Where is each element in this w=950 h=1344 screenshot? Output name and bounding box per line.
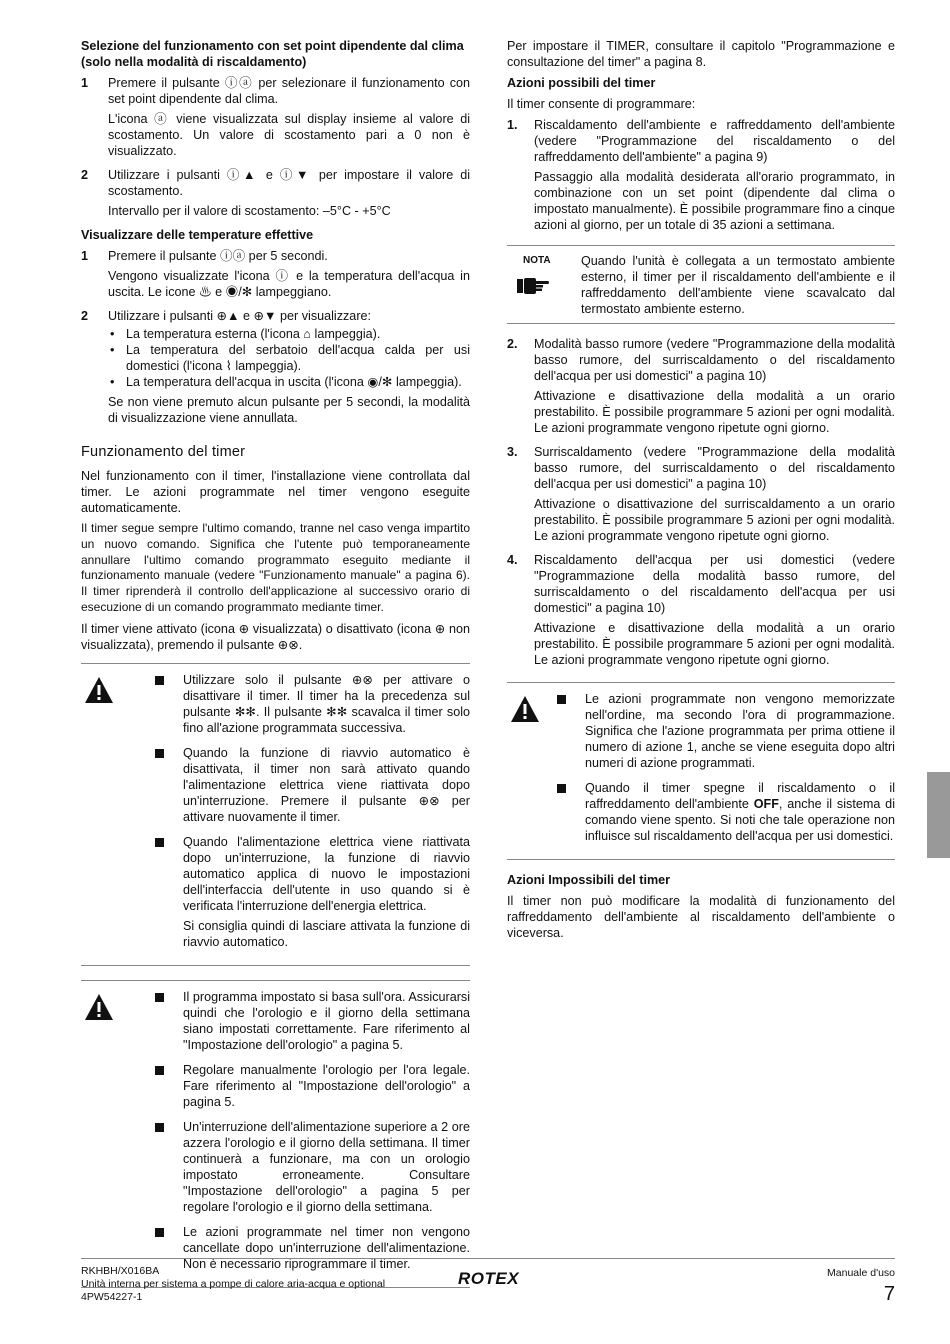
step-text: Vengono visualizzate l'icona ⓘ e la temperatura dell'acqua in uscita. Le icone ♨ e ◉/✻ lampeggiano. (108, 269, 470, 299)
warning-box (81, 663, 470, 966)
list-item: • La temperatura esterna (l'icona ⌂ lampeggia). (108, 326, 470, 342)
warning-box (81, 980, 470, 1288)
list-item: • La temperatura del serbatoio dell'acqua calda per usi domestici (l'icona ⌇ lampeggia). (108, 342, 470, 374)
warning-item: Quando la funzione di riavvio automatico è disattivata, il timer non sarà attivato quando l'alimentazione elettrica viene riattivata dopo un'interruzione. Premere il pulsante ⊕⊗ per attivare nuovamente il timer. (155, 745, 470, 829)
manual-label: Manuale d'uso (827, 1267, 895, 1279)
step-item: 3. Surriscaldamento (vedere "Programmazione della modalità basso rumore, del surriscaldamento o del riscaldamento dell'acqua per usi domestici" a pagina 10) Attivazione o disattivazione del surriscaldamento a un orario prestabilito. È possibile programmare 5 azioni per ogni modalità. Le azioni programmate vengono ripetute ogni giorno. (507, 445, 895, 543)
document-code: RKHBH/X016BA (81, 1265, 160, 1277)
warning-item: Utilizzare solo il pulsante ⊕⊗ per attivare o disattivare il timer. Il timer ha la precedenza sul pulsante ✻✻. Il pulsante ✻✻ scavalca il timer solo fino all'azione programmata successiva. (155, 672, 470, 740)
pointing-hand-icon (517, 275, 551, 297)
section-heading-temperatures: Visualizzare delle temperature effettive (81, 228, 314, 242)
paragraph: Il timer segue sempre l'ultimo comando, tranne nel caso venga impartito un nuovo comando. Significa che l'utente può temporaneamente annullare l'ultimo comando programmato eseguito mediante il funzionamento manuale (vedere "Funzionamento manuale" a pagina 6). Il timer riprenderà il controllo dell'applicazione al successivo orario di esecuzione di un comando programmato mediante timer. (81, 521, 470, 614)
step-item: 2. Modalità basso rumore (vedere "Programmazione della modalità basso rumore, del surriscaldamento o del riscaldamento dell'acqua per usi domestici" a pagina 10) Attivazione e disattivazione della modalità a un orario prestabilito. È possibile programmare 5 azioni per ogni modalità. Le azioni programmate vengono ripetute ogni giorno. (507, 337, 895, 435)
part-number: 4PW54227-1 (81, 1291, 143, 1303)
warning-box (507, 682, 895, 860)
step-item: 4. Riscaldamento dell'acqua per usi domestici (vedere "Programmazione della modalità basso rumore, del surriscaldamento o del riscaldamento dell'acqua per usi domestici" a pagina 10) Attivazione e disattivazione della modalità a un orario prestabilito. È possibile programmare 5 azioni per ogni modalità. Le azioni programmate vengono ripetute ogni giorno. (507, 553, 895, 667)
step-item: 2 Utilizzare i pulsanti ⓘ▲ e ⓘ▼ per impostare il valore di scostamento. Intervallo per il valore di scostamento: –5°C - +5°C (81, 168, 470, 218)
page-footer (81, 1258, 895, 1305)
section-heading-weather-setpoint: Selezione del funzionamento con set point dipendente dal clima (solo nella modalità di riscaldamento) (81, 39, 464, 69)
step-text: Se non viene premuto alcun pulsante per 5 secondi, la modalità di visualizzazione viene annullata. (108, 395, 470, 425)
note-label: NOTA (523, 255, 551, 266)
list-item: • La temperatura dell'acqua in uscita (l'icona ◉/✻ lampeggia). (108, 374, 470, 390)
section-heading-timer: Funzionamento del timer (81, 444, 246, 460)
step-text: Premere il pulsante ⓘⓐ per 5 secondi. (108, 249, 328, 263)
step-item: 1 Premere il pulsante ⓘⓐ per selezionare il funzionamento con set point dipendente dal clima. L'icona ⓐ viene visualizzata sul display insieme al valore di scostamento. Un valore di scostamento pari a 0 non è visualizzato. (81, 76, 470, 158)
bullet-list (108, 326, 470, 390)
warning-item: Le azioni programmate nel timer non vengono cancellate dopo un'interruzione dell'alimentazione. Non è necessario riprogrammare il timer. (155, 1224, 470, 1276)
paragraph: Nel funzionamento con il timer, l'installazione viene controllata dal timer. Le azioni programmate nel timer vengono eseguite automaticamente. (81, 469, 470, 515)
document-description: Unità interna per sistema a pompe di calore aria-acqua e optional (81, 1278, 386, 1290)
warning-item: Le azioni programmate non vengono memorizzate nell'ordine, ma secondo l'ora di programmazione. Significa che l'azione programmata per prima ottiene il numero di azione 1, anche se viene eseguita dopo altri numeri di azione programmati. (557, 691, 895, 775)
warning-icon (507, 691, 557, 853)
step-item: 1. Riscaldamento dell'ambiente e raffreddamento dell'ambiente (vedere "Programmazione del riscaldamento o del raffreddamento dell'ambiente" a pagina 9) Passaggio alla modalità desiderata all'orario programmato, in combinazione con un set point (dipendente dal clima o impostato manualmente). È possibile programmare fino a cinque azioni al giorno, per un totale di 35 azioni a settimana. (507, 118, 895, 232)
warning-item: Regolare manualmente l'orologio per l'ora legale. Fare riferimento al "Impostazione dell'orologio" a pagina 5. (155, 1062, 470, 1114)
section-heading-possible-actions: Azioni possibili del timer (507, 76, 656, 90)
warning-icon (81, 672, 155, 959)
step-item: 2 Utilizzare i pulsanti ⊕▲ e ⊕▼ per visualizzare: • La temperatura esterna (l'icona ⌂ lampeggia). • La temperatura del serbatoio dell'acqua calda per usi domestici (l'icona ⌇ lampeggia). • La temperatura dell'acqua in uscita (l'icona ◉/✻ lampeggia). Se non viene premuto alcun pulsante per 5 secondi, la modalità di visualizzazione viene annullata. (81, 308, 470, 430)
page-number: 7 (883, 1283, 895, 1305)
step-text: Premere il pulsante ⓘⓐ per selezionare il funzionamento con set point dipendente dal clima. (108, 76, 470, 106)
step-text: Utilizzare i pulsanti ⊕▲ e ⊕▼ per visualizzare: (108, 309, 372, 323)
paragraph: Il timer non può modificare la modalità di funzionamento del raffreddamento dell'ambiente al riscaldamento dell'ambiente o viceversa. (507, 894, 895, 940)
step-text: L'icona ⓐ viene visualizzata sul display insieme al valore di scostamento. Un valore di scostamento pari a 0 non è visualizzato. (108, 112, 470, 158)
warning-item: Il programma impostato si basa sull'ora. Assicurarsi quindi che l'orologio e il giorno della settimana siano impostati correttamente. Fare riferimento al "Impostazione dell'orologio" a pagina 5. (155, 989, 470, 1057)
step-text: Utilizzare i pulsanti ⓘ▲ e ⓘ▼ per impostare il valore di scostamento. (108, 168, 470, 198)
rotex-logo: ROTEX (458, 1269, 520, 1288)
warning-item: Un'interruzione dell'alimentazione superiore a 2 ore azzera l'orologio e il giorno della settimana. Il timer continuerà a funzionare, ma con un orologio impostato erroneamente. Consultare "Impostazione dell'orologio" a pagina 5 per regolare l'orologio e il giorno della settimana. (155, 1119, 470, 1219)
step-text: Intervallo per il valore di scostamento: –5°C - +5°C (108, 204, 391, 218)
section-heading-impossible-actions: Azioni Impossibili del timer (507, 873, 671, 887)
warning-item: Quando il timer spegne il riscaldamento o il raffreddamento dell'ambiente OFF, anche il sistema di comando viene spento. Si noti che tale operazione non influisce sul riscaldamento dell'acqua per usi domestici. (557, 780, 895, 848)
warning-icon (81, 989, 155, 1281)
paragraph: Il timer viene attivato (icona ⊕ visualizzata) o disattivato (icona ⊕ non visualizzata), premendo il pulsante ⊕⊗. (81, 621, 470, 652)
left-column (81, 38, 470, 1300)
note-text: Quando l'unità è collegata a un termostato ambiente esterno, il timer per il riscaldamento dell'ambiente e il raffreddamento dell'ambiente viene scavalcato dal termostato ambiente esterno. (581, 254, 895, 316)
side-tab (927, 772, 950, 858)
step-item: 1 Premere il pulsante ⓘⓐ per 5 secondi. Vengono visualizzate l'icona ⓘ e la temperatura dell'acqua in uscita. Le icone ♨ e ◉/✻ lampeggiano. (81, 249, 470, 299)
right-column (507, 38, 895, 946)
paragraph: Il timer consente di programmare: (507, 97, 696, 111)
note-box (507, 245, 895, 324)
warning-item: Quando l'alimentazione elettrica viene riattivata dopo un'interruzione, la funzione di riavvio automatico applica di nuovo le impostazioni dell'interfaccia dell'utente in uso quando si è verificata l'interruzione dell'energia elettrica. Si consiglia quindi di lasciare attivata la funzione di riavvio automatico. (155, 834, 470, 954)
paragraph: Per impostare il TIMER, consultare il capitolo "Programmazione e consultazione del timer" a pagina 8. (507, 39, 895, 69)
